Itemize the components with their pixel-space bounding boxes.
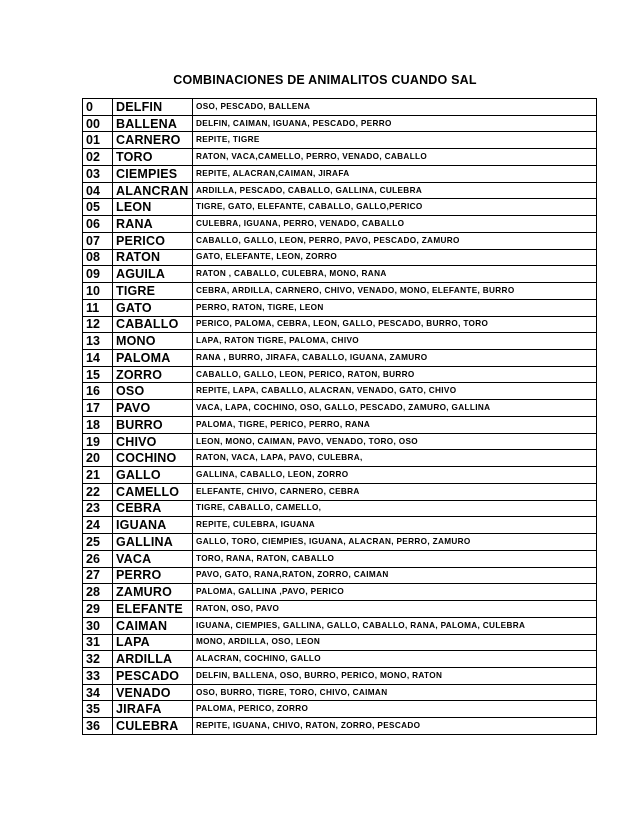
row-combinations: CABALLO, GALLO, LEON, PERICO, RATON, BURRO: [193, 366, 597, 383]
row-animal: PERRO: [113, 567, 193, 584]
table-row: [83, 718, 597, 735]
row-animal: CIEMPIES: [113, 165, 193, 182]
row-animal: BURRO: [113, 416, 193, 433]
table-row: [83, 115, 597, 132]
row-number: 09: [83, 266, 113, 283]
row-number: 26: [83, 550, 113, 567]
row-combinations: RATON, VACA, LAPA, PAVO, CULEBRA,: [193, 450, 597, 467]
row-number: 34: [83, 684, 113, 701]
row-animal: CAMELLO: [113, 483, 193, 500]
row-combinations: RATON , CABALLO, CULEBRA, MONO, RANA: [193, 266, 597, 283]
table-row: [83, 199, 597, 216]
row-number: 30: [83, 617, 113, 634]
row-combinations: PAVO, GATO, RANA,RATON, ZORRO, CAIMAN: [193, 567, 597, 584]
row-combinations: CABALLO, GALLO, LEON, PERRO, PAVO, PESCADO, ZAMURO: [193, 232, 597, 249]
row-combinations: CULEBRA, IGUANA, PERRO, VENADO, CABALLO: [193, 216, 597, 233]
row-combinations: DELFIN, CAIMAN, IGUANA, PESCADO, PERRO: [193, 115, 597, 132]
row-animal: CARNERO: [113, 132, 193, 149]
table-row: [83, 584, 597, 601]
table-row: [83, 450, 597, 467]
table-row: [83, 667, 597, 684]
table-row: [83, 316, 597, 333]
row-animal: ZORRO: [113, 366, 193, 383]
table-row: [83, 400, 597, 417]
table-row: [83, 483, 597, 500]
row-animal: VENADO: [113, 684, 193, 701]
row-animal: CEBRA: [113, 500, 193, 517]
row-number: 06: [83, 216, 113, 233]
row-animal: ALANCRAN: [113, 182, 193, 199]
row-number: 17: [83, 400, 113, 417]
row-animal: PERICO: [113, 232, 193, 249]
table-row: [83, 232, 597, 249]
table-body: [83, 99, 597, 735]
row-number: 22: [83, 483, 113, 500]
table-row: [83, 500, 597, 517]
row-combinations: REPITE, TIGRE: [193, 132, 597, 149]
row-number: 03: [83, 165, 113, 182]
row-combinations: ALACRAN, COCHINO, GALLO: [193, 651, 597, 668]
row-number: 0: [83, 99, 113, 116]
row-number: 21: [83, 467, 113, 484]
table-row: [83, 299, 597, 316]
row-number: 32: [83, 651, 113, 668]
row-number: 29: [83, 601, 113, 618]
row-number: 01: [83, 132, 113, 149]
row-number: 05: [83, 199, 113, 216]
row-number: 14: [83, 350, 113, 367]
row-animal: PAVO: [113, 400, 193, 417]
table-row: [83, 149, 597, 166]
row-animal: GATO: [113, 299, 193, 316]
table-row: [83, 634, 597, 651]
table-row: [83, 433, 597, 450]
table-row: [83, 701, 597, 718]
table-row: [83, 182, 597, 199]
row-combinations: DELFIN, BALLENA, OSO, BURRO, PERICO, MONO, RATON: [193, 667, 597, 684]
table-row: [83, 366, 597, 383]
row-animal: LEON: [113, 199, 193, 216]
row-combinations: TORO, RANA, RATON, CABALLO: [193, 550, 597, 567]
row-number: 04: [83, 182, 113, 199]
row-animal: RATON: [113, 249, 193, 266]
table-row: [83, 132, 597, 149]
table-row: [83, 383, 597, 400]
row-combinations: REPITE, LAPA, CABALLO, ALACRAN, VENADO, GATO, CHIVO: [193, 383, 597, 400]
row-combinations: PALOMA, TIGRE, PERICO, PERRO, RANA: [193, 416, 597, 433]
row-animal: GALLINA: [113, 534, 193, 551]
row-number: 28: [83, 584, 113, 601]
row-animal: ZAMURO: [113, 584, 193, 601]
row-number: 33: [83, 667, 113, 684]
table-row: [83, 249, 597, 266]
row-animal: CAIMAN: [113, 617, 193, 634]
row-animal: PALOMA: [113, 350, 193, 367]
row-animal: TORO: [113, 149, 193, 166]
row-animal: TIGRE: [113, 283, 193, 300]
table-row: [83, 517, 597, 534]
row-combinations: OSO, BURRO, TIGRE, TORO, CHIVO, CAIMAN: [193, 684, 597, 701]
table-row: [83, 467, 597, 484]
row-number: 31: [83, 634, 113, 651]
row-number: 00: [83, 115, 113, 132]
row-combinations: IGUANA, CIEMPIES, GALLINA, GALLO, CABALLO, RANA, PALOMA, CULEBRA: [193, 617, 597, 634]
row-number: 15: [83, 366, 113, 383]
row-animal: JIRAFA: [113, 701, 193, 718]
row-animal: DELFIN: [113, 99, 193, 116]
row-number: 20: [83, 450, 113, 467]
row-animal: BALLENA: [113, 115, 193, 132]
table-row: [83, 266, 597, 283]
row-animal: PESCADO: [113, 667, 193, 684]
row-number: 36: [83, 718, 113, 735]
row-animal: CABALLO: [113, 316, 193, 333]
combinations-table: [82, 98, 597, 735]
row-number: 19: [83, 433, 113, 450]
row-combinations: OSO, PESCADO, BALLENA: [193, 99, 597, 116]
row-animal: GALLO: [113, 467, 193, 484]
row-number: 11: [83, 299, 113, 316]
table-row: [83, 333, 597, 350]
table-row: [83, 684, 597, 701]
row-combinations: REPITE, IGUANA, CHIVO, RATON, ZORRO, PESCADO: [193, 718, 597, 735]
table-row: [83, 283, 597, 300]
row-animal: CULEBRA: [113, 718, 193, 735]
row-number: 07: [83, 232, 113, 249]
row-number: 18: [83, 416, 113, 433]
row-number: 10: [83, 283, 113, 300]
row-number: 27: [83, 567, 113, 584]
table-row: [83, 651, 597, 668]
row-combinations: LEON, MONO, CAIMAN, PAVO, VENADO, TORO, OSO: [193, 433, 597, 450]
row-animal: ELEFANTE: [113, 601, 193, 618]
row-animal: VACA: [113, 550, 193, 567]
table-row: [83, 99, 597, 116]
row-combinations: ELEFANTE, CHIVO, CARNERO, CEBRA: [193, 483, 597, 500]
row-combinations: PALOMA, GALLINA ,PAVO, PERICO: [193, 584, 597, 601]
row-combinations: TIGRE, GATO, ELEFANTE, CABALLO, GALLO,PERICO: [193, 199, 597, 216]
table-row: [83, 165, 597, 182]
row-animal: COCHINO: [113, 450, 193, 467]
row-combinations: REPITE, ALACRAN,CAIMAN, JIRAFA: [193, 165, 597, 182]
row-combinations: TIGRE, CABALLO, CAMELLO,: [193, 500, 597, 517]
table-row: [83, 550, 597, 567]
row-combinations: PALOMA, PERICO, ZORRO: [193, 701, 597, 718]
row-number: 08: [83, 249, 113, 266]
table-row: [83, 416, 597, 433]
table-row: [83, 601, 597, 618]
row-combinations: RATON, VACA,CAMELLO, PERRO, VENADO, CABALLO: [193, 149, 597, 166]
row-combinations: CEBRA, ARDILLA, CARNERO, CHIVO, VENADO, MONO, ELEFANTE, BURRO: [193, 283, 597, 300]
row-number: 13: [83, 333, 113, 350]
row-combinations: RATON, OSO, PAVO: [193, 601, 597, 618]
page-title: COMBINACIONES DE ANIMALITOS CUANDO SAL: [173, 73, 477, 87]
row-combinations: GALLO, TORO, CIEMPIES, IGUANA, ALACRAN, PERRO, ZAMURO: [193, 534, 597, 551]
row-combinations: PERRO, RATON, TIGRE, LEON: [193, 299, 597, 316]
row-combinations: ARDILLA, PESCADO, CABALLO, GALLINA, CULEBRA: [193, 182, 597, 199]
row-animal: IGUANA: [113, 517, 193, 534]
row-animal: RANA: [113, 216, 193, 233]
row-combinations: RANA , BURRO, JIRAFA, CABALLO, IGUANA, ZAMURO: [193, 350, 597, 367]
row-combinations: GATO, ELEFANTE, LEON, ZORRO: [193, 249, 597, 266]
row-combinations: VACA, LAPA, COCHINO, OSO, GALLO, PESCADO, ZAMURO, GALLINA: [193, 400, 597, 417]
row-animal: CHIVO: [113, 433, 193, 450]
row-animal: MONO: [113, 333, 193, 350]
table-row: [83, 350, 597, 367]
table-row: [83, 216, 597, 233]
row-animal: OSO: [113, 383, 193, 400]
row-number: 12: [83, 316, 113, 333]
row-animal: LAPA: [113, 634, 193, 651]
row-number: 25: [83, 534, 113, 551]
row-number: 35: [83, 701, 113, 718]
table-row: [83, 534, 597, 551]
table-row: [83, 567, 597, 584]
row-number: 23: [83, 500, 113, 517]
row-combinations: GALLINA, CABALLO, LEON, ZORRO: [193, 467, 597, 484]
row-combinations: MONO, ARDILLA, OSO, LEON: [193, 634, 597, 651]
table-row: [83, 617, 597, 634]
row-combinations: LAPA, RATON TIGRE, PALOMA, CHIVO: [193, 333, 597, 350]
row-combinations: PERICO, PALOMA, CEBRA, LEON, GALLO, PESCADO, BURRO, TORO: [193, 316, 597, 333]
row-animal: ARDILLA: [113, 651, 193, 668]
row-number: 02: [83, 149, 113, 166]
row-number: 16: [83, 383, 113, 400]
row-number: 24: [83, 517, 113, 534]
row-combinations: REPITE, CULEBRA, IGUANA: [193, 517, 597, 534]
row-animal: AGUILA: [113, 266, 193, 283]
